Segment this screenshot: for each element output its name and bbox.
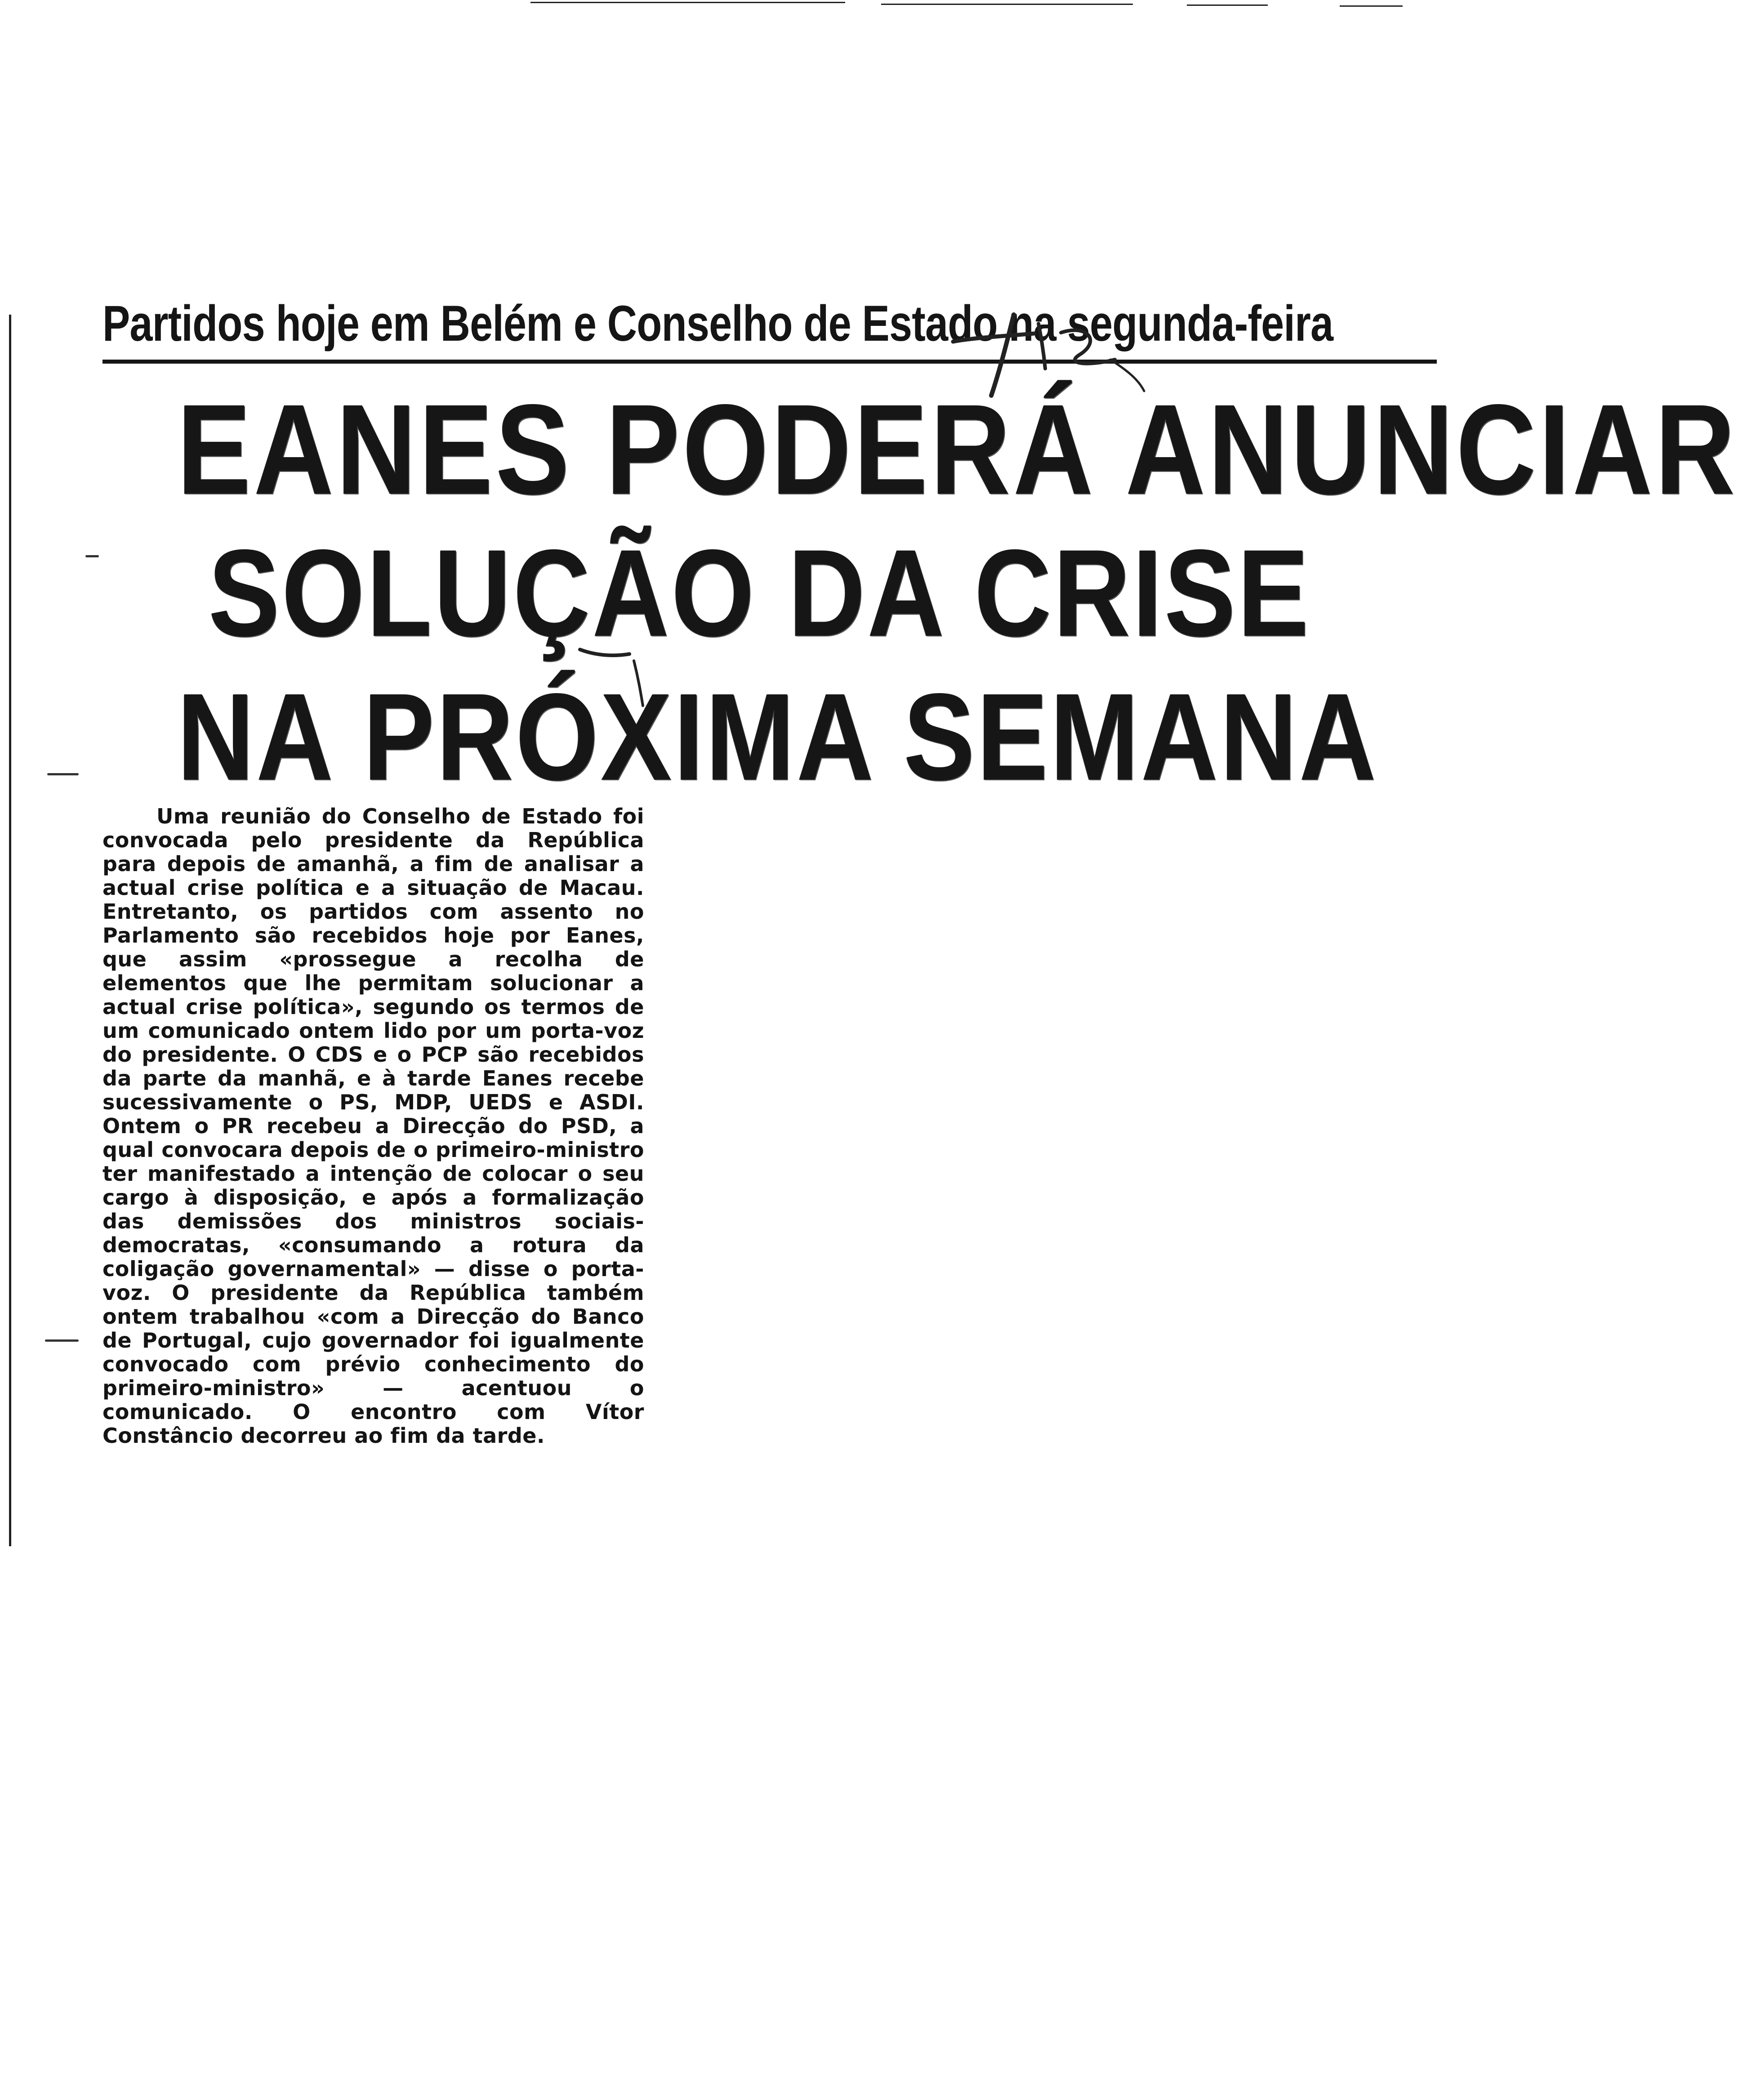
article-headline: [81, 378, 1738, 809]
kicker-underline: [102, 360, 1437, 364]
scan-left-border: [9, 315, 11, 1546]
scan-dash: [45, 1339, 79, 1342]
scan-edge-line: [1340, 5, 1403, 7]
article-kicker: Partidos hoje em Belém e Conselho de Estado na segunda-feira: [102, 295, 1333, 351]
scan-dash: [47, 773, 79, 775]
scan-edge-line: [530, 2, 845, 3]
headline-line-2: SOLUÇÃO DA CRISE: [208, 524, 1311, 662]
scan-edge-line: [1187, 4, 1268, 6]
headline-line-1: EANES PODERÁ ANUNCIAR: [177, 378, 1738, 521]
scan-edge-line: [881, 4, 1133, 5]
article-body: Uma reunião do Conselho de Estado foi convocada pelo presidente da República para depois de amanhã, a fim de analisar a actual crise política e a situação de Macau. Entretanto, os partidos com assento no Parlamento são recebidos hoje por Eanes, que assim «prossegue a recolha de elementos que lhe permitam solucionar a actual crise política», segundo os termos de um comunicado ontem lido por um porta-voz do presidente. O CDS e o PCP são recebidos da parte da manhã, e à tarde Eanes recebe sucessivamente o PS, MDP, UEDS e ASDI. Ontem o PR recebeu a Direcção do PSD, a qual convocara depois de o primeiro-ministro ter manifestado a intenção de colocar o seu cargo à disposição, e após a formalização das demissões dos ministros sociais-democratas, «consumando a rotura da coligação governamental» — disse o porta-voz. O presidente da República também ontem trabalhou «com a Direcção do Banco de Portugal, cujo governador foi igualmente convocado com prévio conhecimento do primeiro-ministro» — acentuou o comunicado. O encontro com Vítor Constâncio decorreu ao fim da tarde.: [102, 804, 644, 1448]
headline-line-3: NA PRÓXIMA SEMANA: [177, 668, 1378, 806]
